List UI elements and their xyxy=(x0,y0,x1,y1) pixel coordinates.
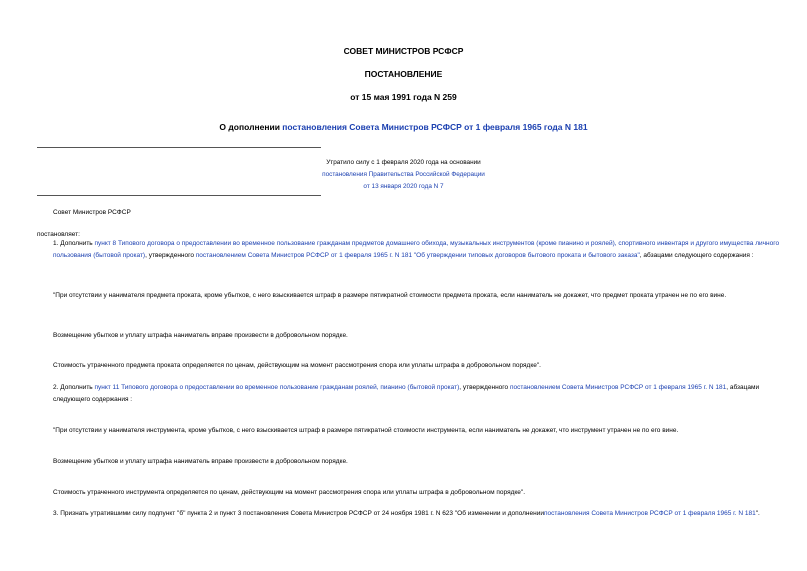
p2-link-decree[interactable]: постановлением Совета Министров РСФСР от 1 февраля 1965 г. N 181 xyxy=(509,384,727,391)
p2-text-c: , абзацами следующего содержания : xyxy=(53,384,760,403)
authority-title: СОВЕТ МИНИСТРОВ РСФСР xyxy=(343,46,464,56)
divider-bottom xyxy=(37,195,321,196)
quote-6: Стоимость утраченного инструмента определяется по ценам, действующим на момент рассмотрения спора или уплаты штрафа в добровольном порядке". xyxy=(53,489,526,496)
p1-link-contract-item[interactable]: пункт 8 Типового договора о предоставлении во временное пользование гражданам предметов домашнего обихода, музыкальных инструментов (кроме пианино и роялей), спортивного инвентаря и другого имущества личного пользования (бытовой прокат) xyxy=(53,240,780,259)
quote-2: Возмещение убытков и уплату штрафа наниматель вправе произвести в добровольном порядке. xyxy=(53,332,348,339)
p2-link-contract-item[interactable]: пункт 11 Типового договора о предоставлении во временное пользование гражданам роялей, пианино (бытовой прокат) xyxy=(94,384,460,391)
p1-text-b: , утвержденного xyxy=(145,251,196,259)
issuer-text: Совет Министров РСФСР xyxy=(53,209,131,216)
p3-text-a: 3. Признать утратившими силу подпункт "б" пункта 2 и пункт 3 постановления Совета Министров РСФСР от 24 ноября 1981 г. N 623 "Об изменении и дополнении xyxy=(53,510,544,517)
subject-prefix: О дополнении xyxy=(219,122,283,132)
p1-text-a: 1. Дополнить xyxy=(53,240,95,247)
expiry-note-line1: Утратило силу с 1 февраля 2020 года на основании xyxy=(326,159,481,166)
document-subject xyxy=(0,122,807,132)
paragraph-2 xyxy=(37,382,788,406)
p2-text-b: , утвержденного xyxy=(459,384,510,391)
quote-4: "При отсутствии у нанимателя инструмента, кроме убытков, с него взыскивается штраф в размере пятикратной стоимости инструмента, если наниматель не докажет, что инструмент утрачен не по его вине. xyxy=(53,427,679,434)
expiry-note-link-decree[interactable]: постановления Правительства Российской Федерации xyxy=(322,170,485,178)
p1-link-decree[interactable]: постановлением Совета Министров РСФСР от 1 февраля 1965 г. N 181 "Об утверждении типовых договоров бытового проката и бытового заказа" xyxy=(195,251,640,259)
p3-text-c: ". xyxy=(755,510,760,517)
quote-5: Возмещение убытков и уплату штрафа наниматель вправе произвести в добровольном порядке. xyxy=(53,458,348,465)
paragraph-3 xyxy=(37,508,788,520)
subject-link[interactable]: постановления Совета Министров РСФСР от 1 февраля 1965 года N 181 xyxy=(282,122,588,132)
p1-text-c: , абзацами следующего содержания : xyxy=(639,251,754,259)
expiry-note xyxy=(0,157,807,192)
divider-top xyxy=(37,147,321,148)
date-number: от 15 мая 1991 года N 259 xyxy=(350,92,457,102)
p2-text-a: 2. Дополнить xyxy=(53,384,95,391)
resolves-text: постановляет: xyxy=(37,231,80,238)
paragraph-1 xyxy=(37,238,788,262)
expiry-note-link-date[interactable]: от 13 января 2020 года N 7 xyxy=(363,182,444,190)
quote-3: Стоимость утраченного предмета проката определяется по ценам, действующим на момент рассмотрения спора или уплаты штрафа в добровольном порядке". xyxy=(53,362,541,369)
p3-link-decree[interactable]: постановления Совета Министров РСФСР от 1 февраля 1965 г. N 181 xyxy=(543,510,756,517)
doc-type-title: ПОСТАНОВЛЕНИЕ xyxy=(364,69,443,79)
quote-1: "При отсутствии у нанимателя предмета проката, кроме убытков, с него взыскивается штраф в размере пятикратной стоимости предмета проката, если наниматель не докажет, что предмет проката утрачен не по его вине. xyxy=(53,292,727,299)
